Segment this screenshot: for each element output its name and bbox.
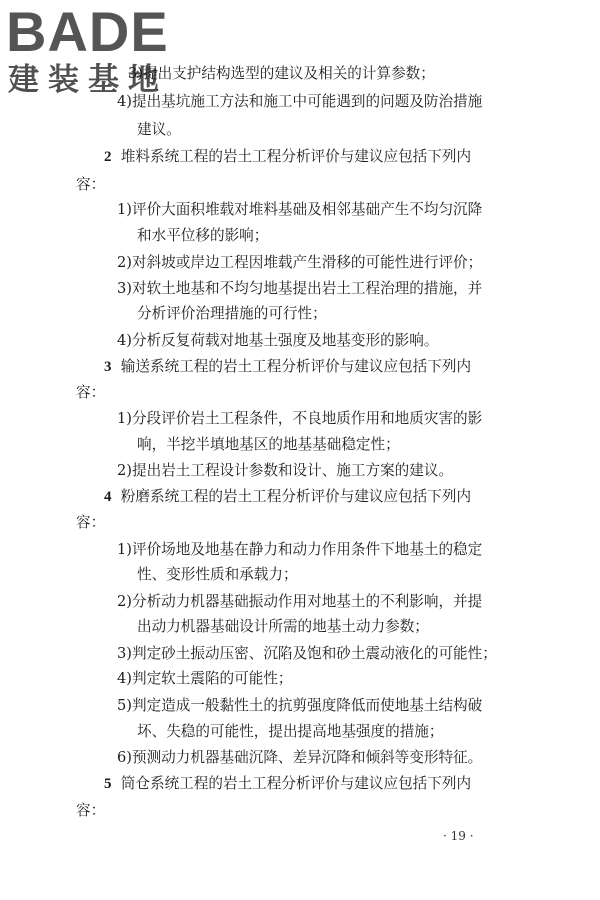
- section-number: 2: [104, 149, 112, 165]
- list-item: 3)提出支护结构选型的建议及相关的计算参数；: [128, 65, 435, 82]
- list-item: 1)分段评价岩土工程条件，不良地质作用和地质灾害的影: [117, 410, 483, 427]
- page-number: · 19 ·: [443, 829, 474, 843]
- text-line: 出动力机器基础设计所需的地基土动力参数；: [137, 618, 429, 635]
- text-line: 性、变形性质和承载力；: [137, 566, 298, 583]
- text-line: 容：: [76, 384, 106, 401]
- text-line: 和水平位移的影响；: [137, 227, 269, 244]
- text-line: 容：: [76, 176, 106, 193]
- list-item: 4)判定软土震陷的可能性；: [117, 670, 293, 687]
- list-item: 1)评价场地及地基在静力和动力作用条件下地基土的稳定: [117, 541, 483, 558]
- section-number: 3: [104, 359, 112, 375]
- list-item: 3)判定砂土振动压密、沉陷及饱和砂土震动液化的可能性；: [117, 645, 497, 662]
- section-number: 4: [104, 489, 112, 505]
- logo-brand: BADE: [6, 0, 169, 63]
- section-heading: 4 粉磨系统工程的岩土工程分析评价与建议应包括下列内: [104, 488, 472, 505]
- logo-subtitle: 建装基地: [8, 62, 168, 98]
- text-line: 分析评价治理措施的可行性；: [137, 305, 327, 322]
- section-heading: 2 堆料系统工程的岩土工程分析评价与建议应包括下列内: [104, 148, 472, 165]
- list-item: 3)对软土地基和不均匀地基提出岩土工程治理的措施，并: [117, 280, 483, 297]
- section-number: 5: [104, 776, 112, 792]
- text-line: 坏、失稳的可能性，提出提高地基强度的措施；: [137, 723, 444, 740]
- list-item: 2)分析动力机器基础振动作用对地基土的不利影响，并提: [117, 593, 483, 610]
- bade-logo: [6, 0, 176, 104]
- text-line: 容：: [76, 514, 106, 531]
- list-item: 2)提出岩土工程设计参数和设计、施工方案的建议。: [117, 462, 454, 479]
- list-item: 6)预测动力机器基础沉降、差异沉降和倾斜等变形特征。: [117, 749, 483, 766]
- section-heading: 3 输送系统工程的岩土工程分析评价与建议应包括下列内: [104, 358, 472, 375]
- text-line: 建议。: [137, 121, 181, 138]
- list-item: 2)对斜坡或岸边工程因堆载产生滑移的可能性进行评价；: [117, 254, 483, 271]
- list-item: 4)提出基坑施工方法和施工中可能遇到的问题及防治措施: [117, 93, 483, 110]
- section-heading: 5 筒仓系统工程的岩土工程分析评价与建议应包括下列内: [104, 775, 472, 792]
- list-item: 4)分析反复荷载对地基土强度及地基变形的影响。: [117, 332, 439, 349]
- text-line: 容：: [76, 802, 106, 819]
- list-item: 1)评价大面积堆载对堆料基础及相邻基础产生不均匀沉降: [117, 201, 483, 218]
- list-item: 5)判定造成一般黏性土的抗剪强度降低而使地基土结构破: [117, 697, 483, 714]
- text-line: 响，半挖半填地基区的地基基础稳定性；: [137, 436, 400, 453]
